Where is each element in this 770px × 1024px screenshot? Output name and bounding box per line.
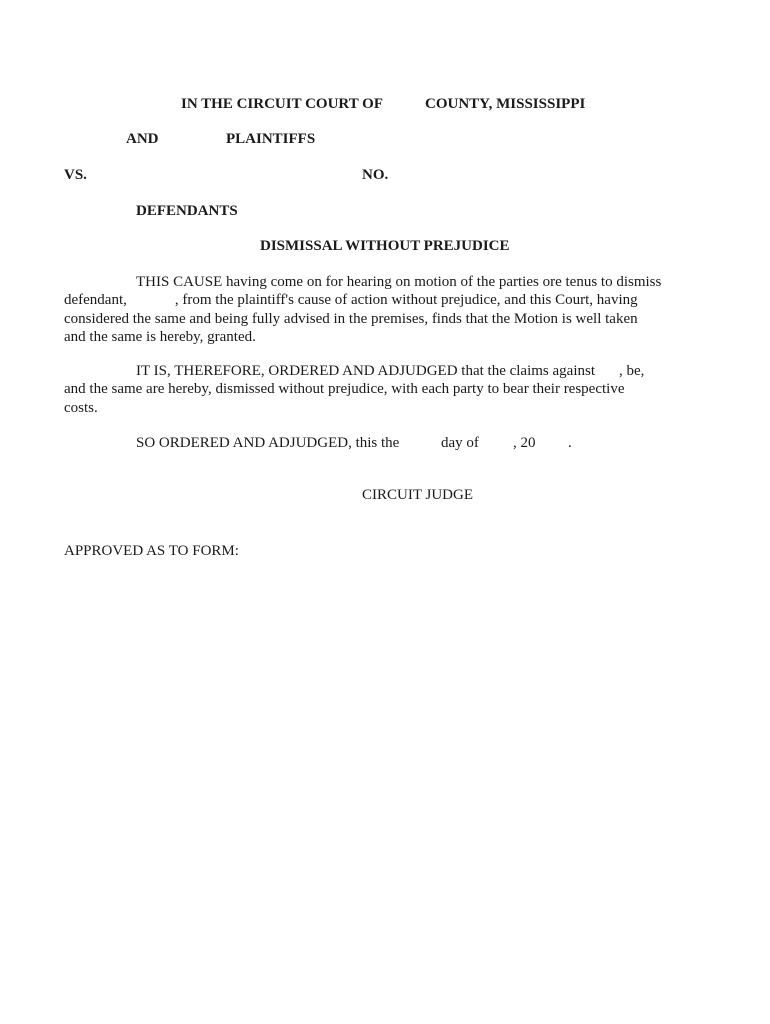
paragraph1-line3: considered the same and being fully advised in the premises, finds that the Motion is well taken: [64, 310, 638, 327]
defendants-label: DEFENDANTS: [136, 203, 238, 219]
paragraph1-line1: THIS CAUSE having come on for hearing on motion of the parties ore tenus to dismiss: [136, 274, 662, 290]
paragraph2-line1: IT IS, THEREFORE, ORDERED AND ADJUDGED that the claims against: [136, 363, 596, 379]
paragraph2-line3: costs.: [64, 399, 98, 416]
year-text: , 20: [513, 435, 536, 451]
county-heading: COUNTY, MISSISSIPPI: [425, 96, 586, 112]
vs-label: VS.: [64, 167, 87, 183]
paragraph2-be: , be,: [619, 363, 645, 379]
case-number-label: NO.: [362, 167, 389, 183]
paragraph-dismissal: [64, 273, 674, 346]
paragraph2-line2: and the same are hereby, dismissed without prejudice, with each party to bear their respective: [64, 381, 625, 398]
paragraph1-line4: and the same is hereby, granted.: [64, 328, 256, 345]
paragraph-ordered: [64, 362, 674, 417]
order-title: DISMISSAL WITHOUT PREJUDICE: [260, 238, 510, 254]
paragraph1-line2: , from the plaintiff's cause of action without prejudice, and this Court, having: [174, 292, 638, 309]
and-label: AND: [126, 131, 159, 147]
plaintiffs-label: PLAINTIFFS: [226, 131, 316, 147]
court-heading: IN THE CIRCUIT COURT OF: [181, 96, 384, 112]
so-ordered-text: SO ORDERED AND ADJUDGED, this the: [136, 435, 400, 451]
day-of-text: day of: [441, 435, 479, 451]
signing-period: .: [568, 435, 572, 451]
paragraph1-defendant-label: defendant,: [64, 292, 127, 309]
circuit-judge-label: CIRCUIT JUDGE: [362, 487, 473, 503]
approved-as-to-form-label: APPROVED AS TO FORM:: [64, 543, 239, 559]
